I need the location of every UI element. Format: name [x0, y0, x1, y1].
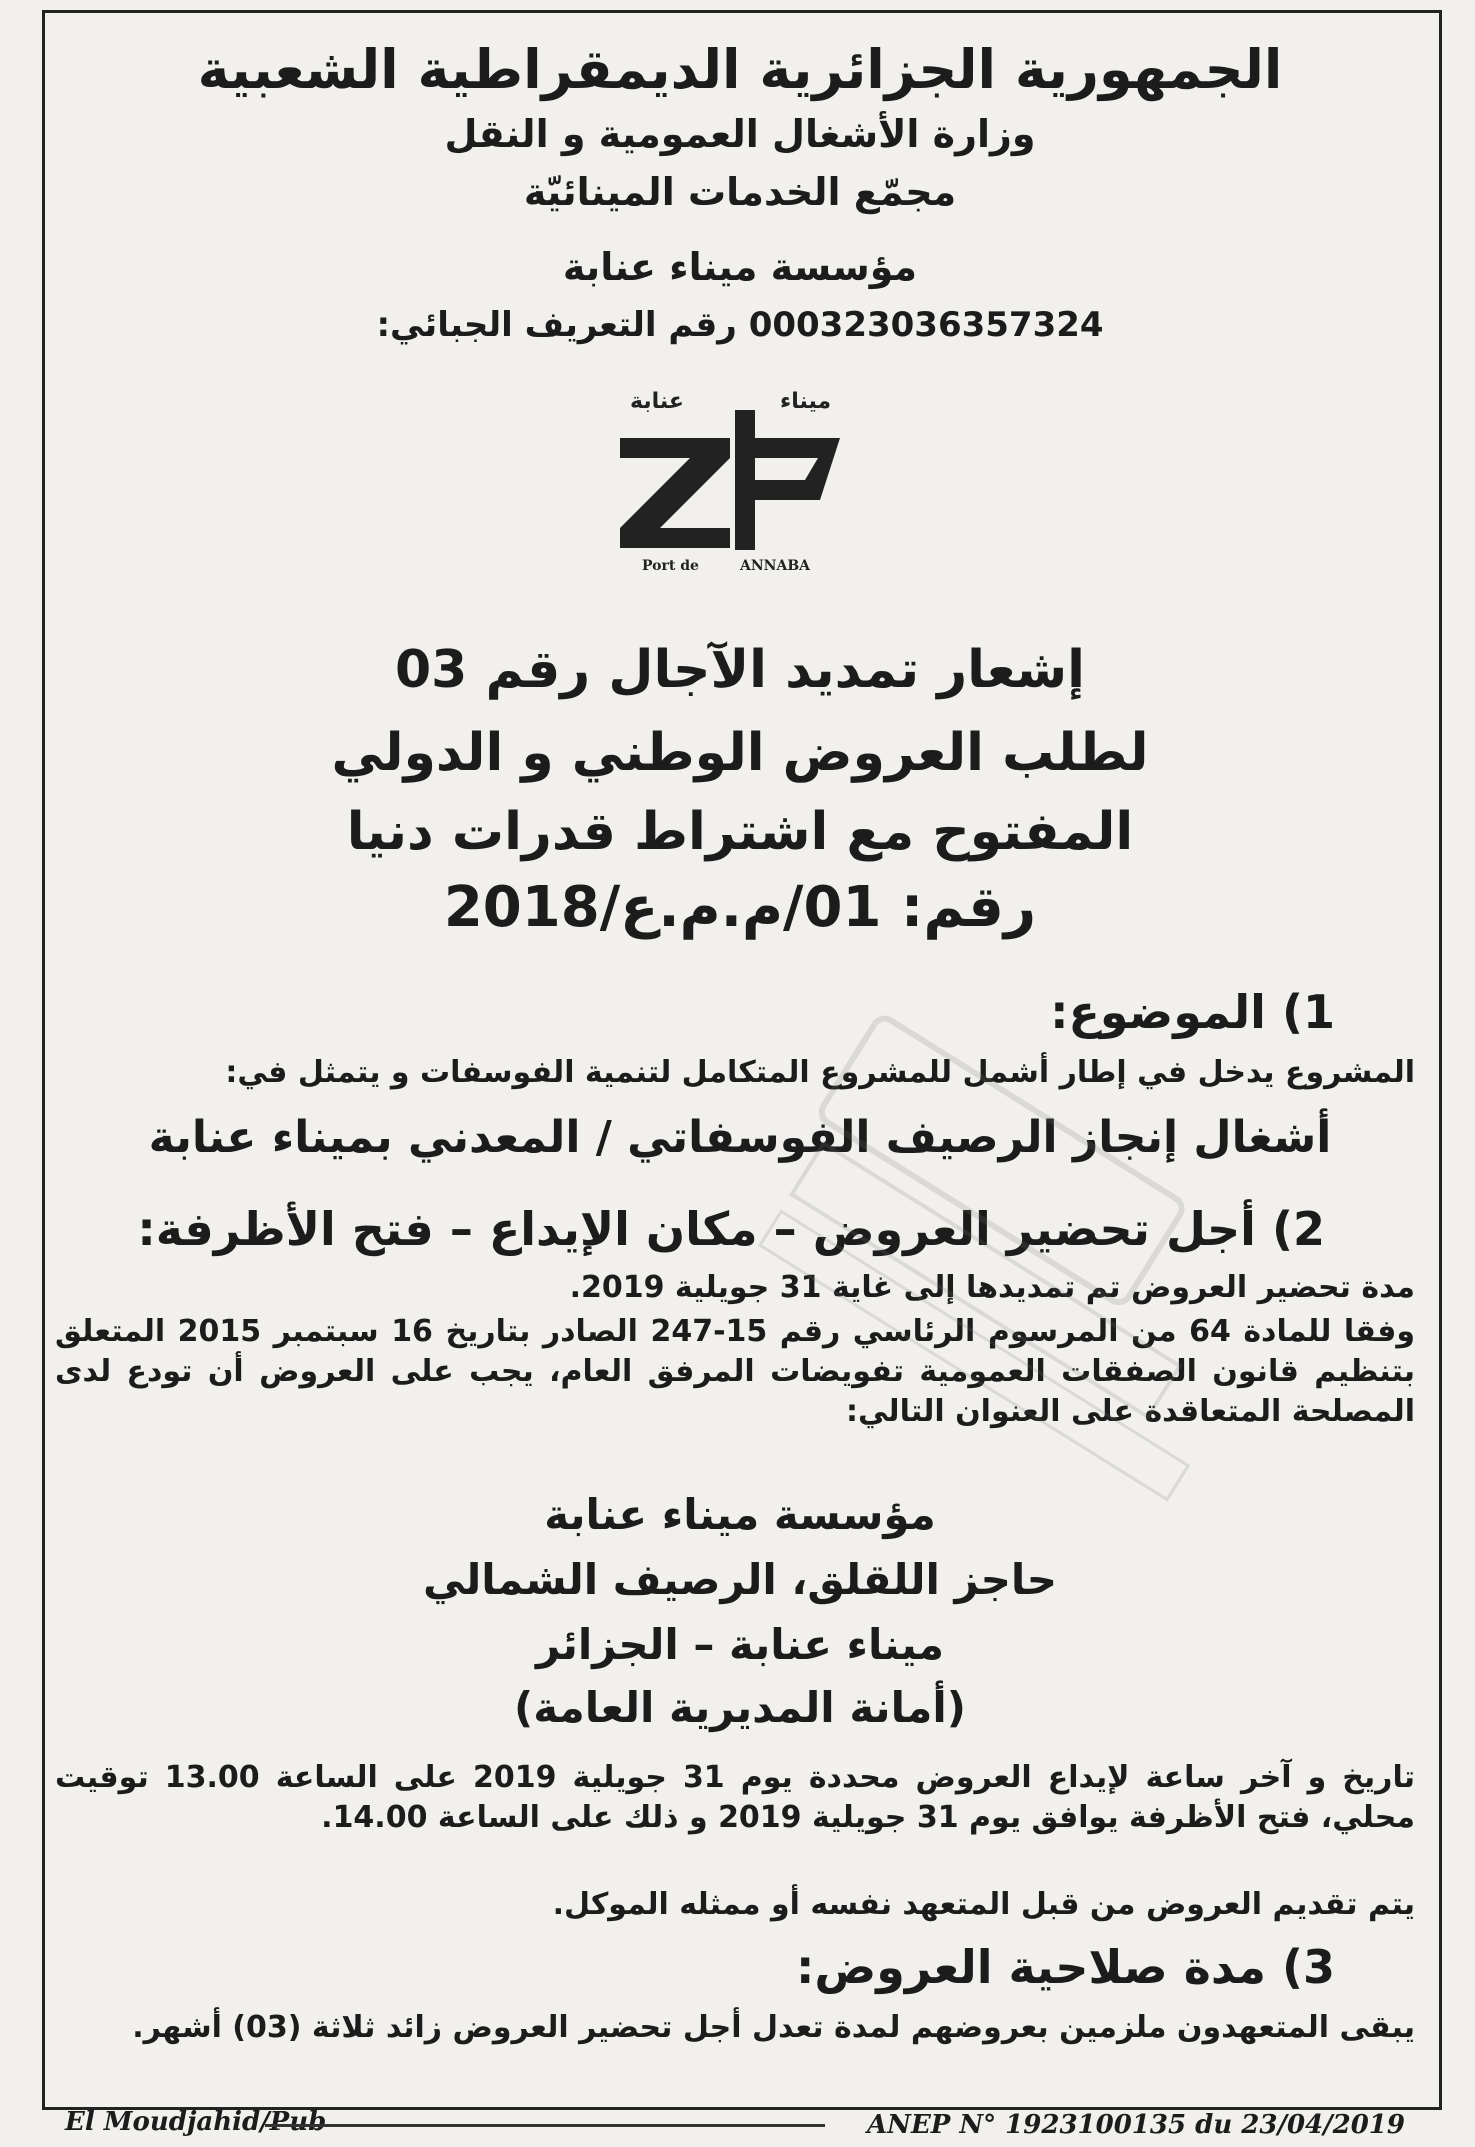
- notice-number: رقم: 01/م.م.ع/2018: [443, 875, 1037, 940]
- section2-paragraph3: تاريخ و آخر ساعة لإيداع العروض محددة يوم 31 جويلية 2019 على الساعة 13.00 توقيت محلي، فتح الأظرفة يوافق يوم 31 جويلية 2019 و ذلك على الساعة 14.00.: [55, 1760, 1415, 1835]
- company-heading: مؤسسة ميناء عنابة: [562, 245, 918, 289]
- logo-arabic-right: ميناء: [780, 389, 832, 414]
- tax-id-value: 000323036357324: [748, 305, 1104, 345]
- section1-text: المشروع يدخل في إطار أشمل للمشروع المتكامل لتنمية الفوسفات و يتمثل في:: [225, 1055, 1415, 1090]
- republic-heading: الجمهورية الجزائرية الديمقراطية الشعبية: [197, 38, 1283, 101]
- ministry-heading: وزارة الأشغال العمومية و النقل: [444, 112, 1036, 156]
- section2-paragraph2: وفقا للمادة 64 من المرسوم الرئاسي رقم 15-247 الصادر بتاريخ 16 سبتمبر 2015 المتعلق بتنظيم قانون الصفقات العمومية تفويضات المرفق العام، يجب على العروض أن تودع لدى المصلحة المتعاقدة على العنوان التالي:: [55, 1314, 1415, 1429]
- section2-paragraph1: مدة تحضير العروض تم تمديدها إلى غاية 31 جويلية 2019.: [569, 1270, 1415, 1305]
- address-line1: مؤسسة ميناء عنابة: [544, 1490, 936, 1539]
- section2-paragraph4: يتم تقديم العروض من قبل المتعهد نفسه أو ممثله الموكل.: [552, 1887, 1415, 1922]
- footer-reference: ANEP N° 1923100135 du 23/04/2019: [867, 2110, 1405, 2140]
- logo-graphic: [590, 380, 870, 580]
- project-title: أشغال إنجاز الرصيف الفوسفاتي / المعدني بميناء عنابة: [148, 1112, 1332, 1163]
- footer-divider: [265, 2124, 825, 2127]
- port-annaba-logo: [590, 380, 870, 580]
- notice-title-line1: إشعار تمديد الآجال رقم 03: [395, 640, 1085, 700]
- logo-latin-right: ANNABA: [740, 558, 811, 574]
- logo-latin-left: Port de: [642, 558, 699, 574]
- section2-heading: 2) أجل تحضير العروض – مكان الإيداع – فتح الأظرفة:: [137, 1202, 1325, 1256]
- section1-heading: 1) الموضوع:: [1050, 985, 1335, 1039]
- address-line3: ميناء عنابة – الجزائر: [535, 1620, 945, 1669]
- notice-title-line3: المفتوح مع اشتراط قدرات دنيا: [346, 802, 1134, 862]
- address-line2: حاجز اللقلق، الرصيف الشمالي: [423, 1555, 1057, 1604]
- section3-heading: 3) مدة صلاحية العروض:: [796, 1940, 1335, 1994]
- tax-id-label: رقم التعريف الجبائي:: [376, 305, 737, 345]
- logo-z-shape: [620, 438, 730, 548]
- notice-title-line2: لطلب العروض الوطني و الدولي: [331, 723, 1149, 783]
- tax-id-line: [60, 305, 1420, 345]
- section3-text: يبقى المتعهدون ملزمين بعروضهم لمدة تعدل أجل تحضير العروض زائد ثلاثة (03) أشهر.: [132, 2010, 1415, 2045]
- logo-arabic-left: عنابة: [630, 389, 684, 414]
- address-line4: (أمانة المديرية العامة): [514, 1683, 966, 1732]
- group-heading: مجمّع الخدمات المينائيّة: [523, 170, 957, 214]
- footer-publication: El Moudjahid/Pub: [65, 2107, 327, 2137]
